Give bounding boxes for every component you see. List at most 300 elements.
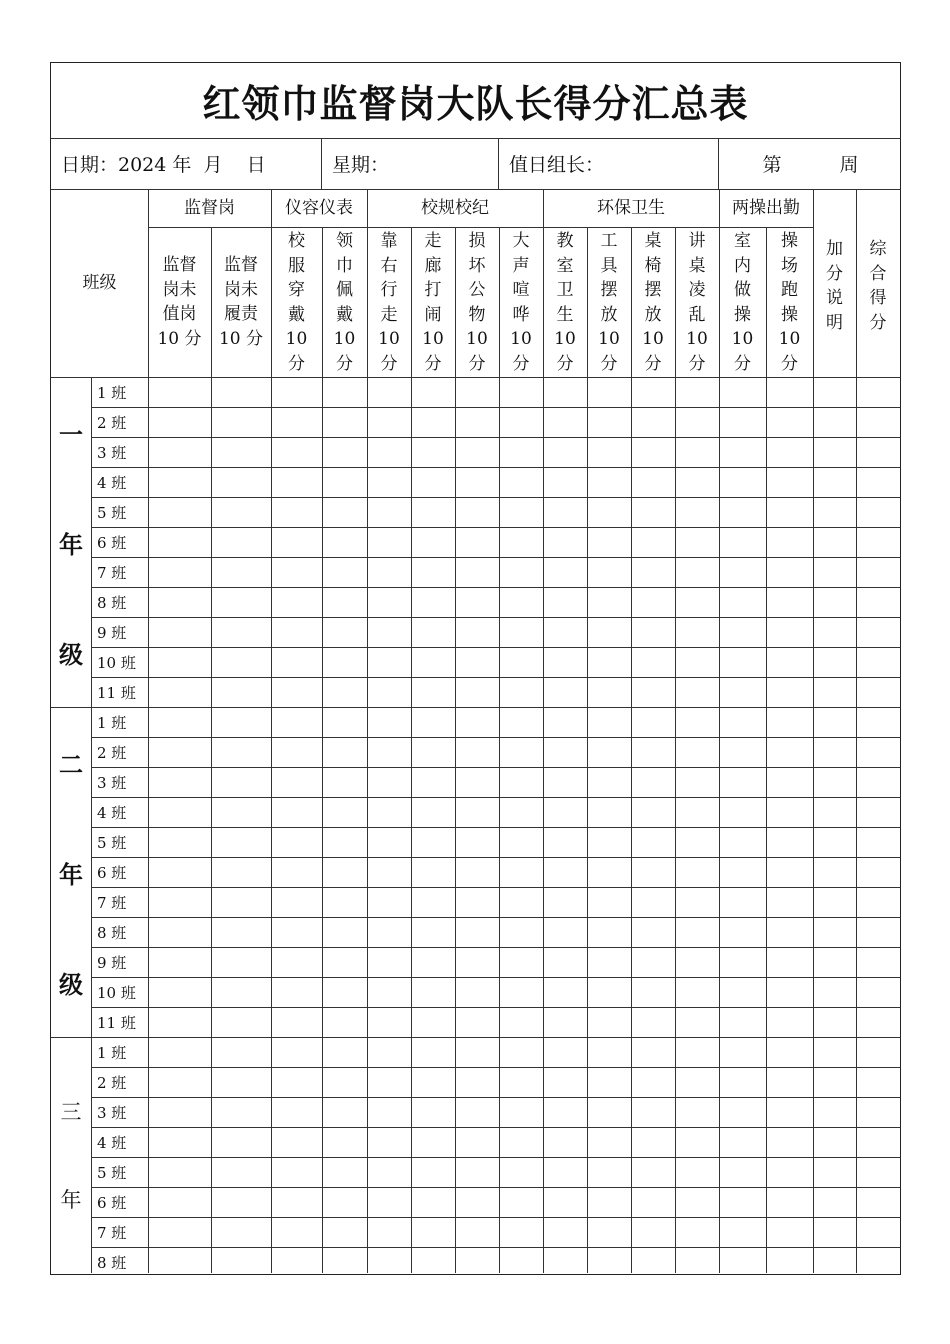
score-cell[interactable] <box>719 1097 766 1127</box>
weekday-field[interactable] <box>332 138 497 189</box>
score-cell[interactable] <box>719 947 766 977</box>
score-cell[interactable] <box>211 647 271 677</box>
score-cell[interactable] <box>675 1037 719 1067</box>
score-cell[interactable] <box>587 797 631 827</box>
score-cell[interactable] <box>719 707 766 737</box>
score-cell[interactable] <box>499 797 543 827</box>
score-cell[interactable] <box>367 377 411 407</box>
score-cell[interactable] <box>367 1067 411 1097</box>
score-cell[interactable] <box>766 767 813 797</box>
score-cell[interactable] <box>211 1187 271 1217</box>
score-cell[interactable] <box>813 767 856 797</box>
score-cell[interactable] <box>367 407 411 437</box>
score-cell[interactable] <box>455 1097 499 1127</box>
score-cell[interactable] <box>631 1157 675 1187</box>
score-cell[interactable] <box>856 1127 900 1157</box>
score-cell[interactable] <box>856 827 900 857</box>
score-cell[interactable] <box>675 827 719 857</box>
score-cell[interactable] <box>631 947 675 977</box>
score-cell[interactable] <box>631 437 675 467</box>
score-cell[interactable] <box>322 1217 367 1247</box>
score-cell[interactable] <box>271 707 322 737</box>
score-cell[interactable] <box>211 1157 271 1187</box>
score-cell[interactable] <box>367 1127 411 1157</box>
score-cell[interactable] <box>271 587 322 617</box>
score-cell[interactable] <box>367 557 411 587</box>
score-cell[interactable] <box>813 377 856 407</box>
score-cell[interactable] <box>499 857 543 887</box>
score-cell[interactable] <box>411 1187 455 1217</box>
score-cell[interactable] <box>856 1157 900 1187</box>
score-cell[interactable] <box>455 407 499 437</box>
score-cell[interactable] <box>719 377 766 407</box>
score-cell[interactable] <box>813 887 856 917</box>
score-cell[interactable] <box>543 587 587 617</box>
score-cell[interactable] <box>813 677 856 707</box>
score-cell[interactable] <box>148 1187 211 1217</box>
score-cell[interactable] <box>675 917 719 947</box>
score-cell[interactable] <box>631 617 675 647</box>
score-cell[interactable] <box>587 1187 631 1217</box>
score-cell[interactable] <box>587 467 631 497</box>
score-cell[interactable] <box>322 797 367 827</box>
score-cell[interactable] <box>719 797 766 827</box>
score-cell[interactable] <box>148 1067 211 1097</box>
score-cell[interactable] <box>543 1007 587 1037</box>
score-cell[interactable] <box>455 887 499 917</box>
score-cell[interactable] <box>543 437 587 467</box>
score-cell[interactable] <box>543 1127 587 1157</box>
score-cell[interactable] <box>322 647 367 677</box>
score-cell[interactable] <box>411 1037 455 1067</box>
score-cell[interactable] <box>455 707 499 737</box>
score-cell[interactable] <box>271 467 322 497</box>
score-cell[interactable] <box>148 527 211 557</box>
score-cell[interactable] <box>675 857 719 887</box>
score-cell[interactable] <box>322 557 367 587</box>
score-cell[interactable] <box>856 1097 900 1127</box>
score-cell[interactable] <box>766 647 813 677</box>
score-cell[interactable] <box>813 917 856 947</box>
score-cell[interactable] <box>322 707 367 737</box>
score-cell[interactable] <box>271 557 322 587</box>
score-cell[interactable] <box>543 737 587 767</box>
score-cell[interactable] <box>675 437 719 467</box>
score-cell[interactable] <box>271 977 322 1007</box>
score-cell[interactable] <box>367 947 411 977</box>
score-cell[interactable] <box>499 737 543 767</box>
score-cell[interactable] <box>631 857 675 887</box>
score-cell[interactable] <box>271 767 322 797</box>
score-cell[interactable] <box>148 677 211 707</box>
score-cell[interactable] <box>587 707 631 737</box>
score-cell[interactable] <box>719 557 766 587</box>
score-cell[interactable] <box>719 827 766 857</box>
score-cell[interactable] <box>631 917 675 947</box>
score-cell[interactable] <box>813 1127 856 1157</box>
score-cell[interactable] <box>675 1127 719 1157</box>
score-cell[interactable] <box>766 707 813 737</box>
score-cell[interactable] <box>543 527 587 557</box>
score-cell[interactable] <box>411 1097 455 1127</box>
score-cell[interactable] <box>455 947 499 977</box>
score-cell[interactable] <box>367 797 411 827</box>
score-cell[interactable] <box>631 887 675 917</box>
score-cell[interactable] <box>631 467 675 497</box>
score-cell[interactable] <box>813 827 856 857</box>
score-cell[interactable] <box>587 1067 631 1097</box>
score-cell[interactable] <box>367 617 411 647</box>
score-cell[interactable] <box>148 1217 211 1247</box>
score-cell[interactable] <box>543 887 587 917</box>
score-cell[interactable] <box>766 797 813 827</box>
score-cell[interactable] <box>631 707 675 737</box>
score-cell[interactable] <box>322 1007 367 1037</box>
score-cell[interactable] <box>766 947 813 977</box>
score-cell[interactable] <box>587 767 631 797</box>
score-cell[interactable] <box>411 977 455 1007</box>
score-cell[interactable] <box>271 527 322 557</box>
score-cell[interactable] <box>766 1157 813 1187</box>
score-cell[interactable] <box>719 1217 766 1247</box>
score-cell[interactable] <box>271 1187 322 1217</box>
score-cell[interactable] <box>543 497 587 527</box>
score-cell[interactable] <box>211 617 271 647</box>
score-cell[interactable] <box>322 827 367 857</box>
score-cell[interactable] <box>411 1007 455 1037</box>
score-cell[interactable] <box>211 587 271 617</box>
score-cell[interactable] <box>719 857 766 887</box>
score-cell[interactable] <box>856 377 900 407</box>
score-cell[interactable] <box>719 407 766 437</box>
score-cell[interactable] <box>367 587 411 617</box>
score-cell[interactable] <box>411 497 455 527</box>
score-cell[interactable] <box>271 1007 322 1037</box>
score-cell[interactable] <box>367 527 411 557</box>
score-cell[interactable] <box>455 1217 499 1247</box>
score-cell[interactable] <box>367 1157 411 1187</box>
score-cell[interactable] <box>543 797 587 827</box>
score-cell[interactable] <box>148 557 211 587</box>
score-cell[interactable] <box>766 887 813 917</box>
score-cell[interactable] <box>211 677 271 707</box>
score-cell[interactable] <box>766 1037 813 1067</box>
score-cell[interactable] <box>499 977 543 1007</box>
score-cell[interactable] <box>455 797 499 827</box>
score-cell[interactable] <box>211 437 271 467</box>
score-cell[interactable] <box>719 677 766 707</box>
score-cell[interactable] <box>211 827 271 857</box>
score-cell[interactable] <box>455 1247 499 1277</box>
score-cell[interactable] <box>322 497 367 527</box>
score-cell[interactable] <box>631 827 675 857</box>
score-cell[interactable] <box>587 587 631 617</box>
score-cell[interactable] <box>411 467 455 497</box>
score-cell[interactable] <box>675 1157 719 1187</box>
score-cell[interactable] <box>455 977 499 1007</box>
score-cell[interactable] <box>543 707 587 737</box>
score-cell[interactable] <box>543 1037 587 1067</box>
score-cell[interactable] <box>367 437 411 467</box>
score-cell[interactable] <box>322 977 367 1007</box>
score-cell[interactable] <box>813 707 856 737</box>
score-cell[interactable] <box>813 857 856 887</box>
score-cell[interactable] <box>499 1187 543 1217</box>
date-field[interactable] <box>61 138 321 189</box>
score-cell[interactable] <box>813 527 856 557</box>
score-cell[interactable] <box>631 407 675 437</box>
score-cell[interactable] <box>856 1217 900 1247</box>
score-cell[interactable] <box>211 887 271 917</box>
score-cell[interactable] <box>271 497 322 527</box>
score-cell[interactable] <box>148 707 211 737</box>
score-cell[interactable] <box>856 1247 900 1277</box>
score-cell[interactable] <box>543 617 587 647</box>
score-cell[interactable] <box>766 617 813 647</box>
score-cell[interactable] <box>766 1097 813 1127</box>
score-cell[interactable] <box>631 377 675 407</box>
score-cell[interactable] <box>322 1067 367 1097</box>
score-cell[interactable] <box>856 677 900 707</box>
score-cell[interactable] <box>211 407 271 437</box>
score-cell[interactable] <box>411 1217 455 1247</box>
score-cell[interactable] <box>148 467 211 497</box>
score-cell[interactable] <box>675 1187 719 1217</box>
score-cell[interactable] <box>271 1157 322 1187</box>
score-cell[interactable] <box>856 977 900 1007</box>
score-cell[interactable] <box>766 1007 813 1037</box>
score-cell[interactable] <box>499 917 543 947</box>
score-cell[interactable] <box>543 1187 587 1217</box>
score-cell[interactable] <box>322 1037 367 1067</box>
score-cell[interactable] <box>455 1037 499 1067</box>
score-cell[interactable] <box>411 797 455 827</box>
score-cell[interactable] <box>813 1067 856 1097</box>
score-cell[interactable] <box>322 1187 367 1217</box>
score-cell[interactable] <box>719 767 766 797</box>
score-cell[interactable] <box>322 917 367 947</box>
score-cell[interactable] <box>766 1067 813 1097</box>
score-cell[interactable] <box>543 947 587 977</box>
score-cell[interactable] <box>211 797 271 827</box>
score-cell[interactable] <box>271 677 322 707</box>
score-cell[interactable] <box>856 527 900 557</box>
score-cell[interactable] <box>148 647 211 677</box>
score-cell[interactable] <box>631 1187 675 1217</box>
score-cell[interactable] <box>675 527 719 557</box>
score-cell[interactable] <box>675 497 719 527</box>
score-cell[interactable] <box>719 1127 766 1157</box>
score-cell[interactable] <box>675 617 719 647</box>
score-cell[interactable] <box>455 527 499 557</box>
score-cell[interactable] <box>411 1127 455 1157</box>
score-cell[interactable] <box>455 857 499 887</box>
score-cell[interactable] <box>211 527 271 557</box>
score-cell[interactable] <box>322 617 367 647</box>
score-cell[interactable] <box>148 797 211 827</box>
score-cell[interactable] <box>367 827 411 857</box>
score-cell[interactable] <box>411 737 455 767</box>
score-cell[interactable] <box>271 437 322 467</box>
score-cell[interactable] <box>148 1247 211 1277</box>
score-cell[interactable] <box>271 887 322 917</box>
score-cell[interactable] <box>813 557 856 587</box>
score-cell[interactable] <box>455 617 499 647</box>
score-cell[interactable] <box>499 827 543 857</box>
score-cell[interactable] <box>587 557 631 587</box>
score-cell[interactable] <box>411 647 455 677</box>
score-cell[interactable] <box>675 377 719 407</box>
score-cell[interactable] <box>148 977 211 1007</box>
score-cell[interactable] <box>411 767 455 797</box>
score-cell[interactable] <box>411 557 455 587</box>
score-cell[interactable] <box>499 1127 543 1157</box>
score-cell[interactable] <box>675 467 719 497</box>
score-cell[interactable] <box>455 827 499 857</box>
score-cell[interactable] <box>719 1247 766 1277</box>
score-cell[interactable] <box>856 1037 900 1067</box>
score-cell[interactable] <box>631 1007 675 1037</box>
score-cell[interactable] <box>675 707 719 737</box>
score-cell[interactable] <box>211 767 271 797</box>
score-cell[interactable] <box>411 437 455 467</box>
score-cell[interactable] <box>211 557 271 587</box>
score-cell[interactable] <box>411 947 455 977</box>
score-cell[interactable] <box>543 407 587 437</box>
score-cell[interactable] <box>211 1037 271 1067</box>
score-cell[interactable] <box>813 497 856 527</box>
score-cell[interactable] <box>367 677 411 707</box>
score-cell[interactable] <box>455 917 499 947</box>
score-cell[interactable] <box>148 827 211 857</box>
score-cell[interactable] <box>587 1247 631 1277</box>
score-cell[interactable] <box>719 527 766 557</box>
score-cell[interactable] <box>367 977 411 1007</box>
score-cell[interactable] <box>411 407 455 437</box>
score-cell[interactable] <box>455 587 499 617</box>
score-cell[interactable] <box>543 1217 587 1247</box>
score-cell[interactable] <box>856 797 900 827</box>
score-cell[interactable] <box>631 647 675 677</box>
score-cell[interactable] <box>322 377 367 407</box>
score-cell[interactable] <box>367 1217 411 1247</box>
score-cell[interactable] <box>211 1247 271 1277</box>
score-cell[interactable] <box>766 587 813 617</box>
score-cell[interactable] <box>766 557 813 587</box>
score-cell[interactable] <box>587 1007 631 1037</box>
score-cell[interactable] <box>322 587 367 617</box>
score-cell[interactable] <box>766 857 813 887</box>
score-cell[interactable] <box>271 1097 322 1127</box>
score-cell[interactable] <box>455 1067 499 1097</box>
score-cell[interactable] <box>856 1187 900 1217</box>
score-cell[interactable] <box>543 767 587 797</box>
score-cell[interactable] <box>322 1157 367 1187</box>
score-cell[interactable] <box>211 467 271 497</box>
score-cell[interactable] <box>211 1007 271 1037</box>
score-cell[interactable] <box>271 917 322 947</box>
score-cell[interactable] <box>856 647 900 677</box>
score-cell[interactable] <box>148 377 211 407</box>
score-cell[interactable] <box>631 737 675 767</box>
score-cell[interactable] <box>543 1247 587 1277</box>
score-cell[interactable] <box>211 377 271 407</box>
score-cell[interactable] <box>148 1157 211 1187</box>
score-cell[interactable] <box>499 707 543 737</box>
score-cell[interactable] <box>675 977 719 1007</box>
score-cell[interactable] <box>631 797 675 827</box>
score-cell[interactable] <box>322 1097 367 1127</box>
score-cell[interactable] <box>766 527 813 557</box>
score-cell[interactable] <box>675 1097 719 1127</box>
score-cell[interactable] <box>856 707 900 737</box>
score-cell[interactable] <box>543 1097 587 1127</box>
score-cell[interactable] <box>148 887 211 917</box>
score-cell[interactable] <box>719 437 766 467</box>
score-cell[interactable] <box>211 1067 271 1097</box>
score-cell[interactable] <box>813 737 856 767</box>
score-cell[interactable] <box>766 827 813 857</box>
score-cell[interactable] <box>587 857 631 887</box>
score-cell[interactable] <box>499 377 543 407</box>
score-cell[interactable] <box>211 1127 271 1157</box>
score-cell[interactable] <box>322 407 367 437</box>
score-cell[interactable] <box>766 497 813 527</box>
score-cell[interactable] <box>543 827 587 857</box>
score-cell[interactable] <box>631 527 675 557</box>
score-cell[interactable] <box>675 1247 719 1277</box>
score-cell[interactable] <box>148 857 211 887</box>
score-cell[interactable] <box>455 767 499 797</box>
score-cell[interactable] <box>367 1187 411 1217</box>
score-cell[interactable] <box>813 797 856 827</box>
score-cell[interactable] <box>856 617 900 647</box>
score-cell[interactable] <box>813 647 856 677</box>
score-cell[interactable] <box>322 467 367 497</box>
score-cell[interactable] <box>766 977 813 1007</box>
score-cell[interactable] <box>856 437 900 467</box>
score-cell[interactable] <box>543 557 587 587</box>
score-cell[interactable] <box>455 1187 499 1217</box>
score-cell[interactable] <box>587 437 631 467</box>
score-cell[interactable] <box>148 1097 211 1127</box>
score-cell[interactable] <box>271 827 322 857</box>
score-cell[interactable] <box>411 1157 455 1187</box>
score-cell[interactable] <box>499 1217 543 1247</box>
score-cell[interactable] <box>543 1067 587 1097</box>
score-cell[interactable] <box>455 497 499 527</box>
score-cell[interactable] <box>211 857 271 887</box>
score-cell[interactable] <box>766 437 813 467</box>
score-cell[interactable] <box>148 1127 211 1157</box>
score-cell[interactable] <box>499 1157 543 1187</box>
score-cell[interactable] <box>813 1097 856 1127</box>
score-cell[interactable] <box>856 917 900 947</box>
score-cell[interactable] <box>856 497 900 527</box>
score-cell[interactable] <box>455 737 499 767</box>
score-cell[interactable] <box>675 737 719 767</box>
score-cell[interactable] <box>211 1217 271 1247</box>
score-cell[interactable] <box>367 1247 411 1277</box>
score-cell[interactable] <box>271 1067 322 1097</box>
score-cell[interactable] <box>856 947 900 977</box>
score-cell[interactable] <box>455 647 499 677</box>
score-cell[interactable] <box>499 617 543 647</box>
score-cell[interactable] <box>587 1037 631 1067</box>
score-cell[interactable] <box>719 1157 766 1187</box>
score-cell[interactable] <box>587 947 631 977</box>
score-cell[interactable] <box>813 617 856 647</box>
